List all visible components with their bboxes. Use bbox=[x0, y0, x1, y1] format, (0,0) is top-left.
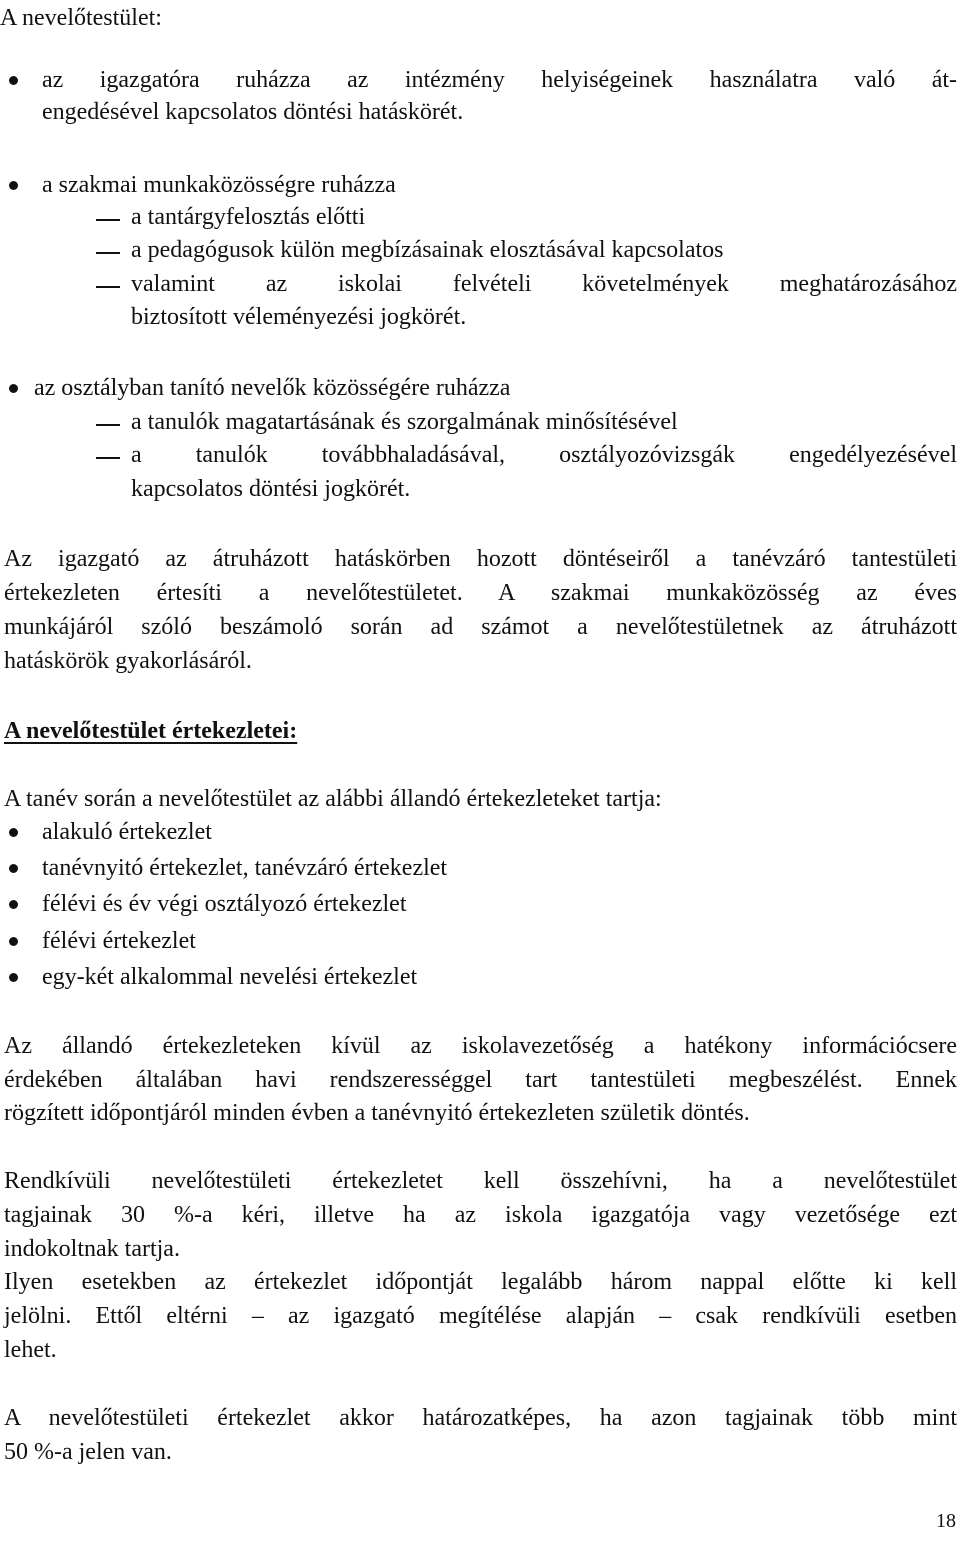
para2-line1: Az állandó értekezleteken kívül az iskolavezetőség a hatékony információcsere bbox=[4, 1033, 957, 1059]
page-number: 18 bbox=[936, 1510, 956, 1532]
dash-marker bbox=[96, 457, 120, 459]
para3-line1: Rendkívüli nevelőtestületi értekezletet kell összehívni, ha a nevelőtestület bbox=[4, 1168, 957, 1194]
para3-line4: Ilyen esetekben az értekezlet időpontját legalább három nappal előtte ki kell bbox=[4, 1269, 957, 1295]
bullet2-dash3-line1: valamint az iskolai felvételi követelmények meghatározásához bbox=[131, 271, 957, 297]
meeting-item: félévi értekezlet bbox=[42, 928, 196, 954]
bullet-marker bbox=[9, 181, 18, 190]
meeting-item: félévi és év végi osztályozó értekezlet bbox=[42, 891, 407, 917]
bullet-marker bbox=[9, 76, 18, 85]
meeting-item: egy-két alkalommal nevelési értekezlet bbox=[42, 964, 418, 990]
bullet2-dash2: a pedagógusok külön megbízásainak elosztásával kapcsolatos bbox=[131, 237, 724, 263]
para4-line2: 50 %-a jelen van. bbox=[4, 1439, 172, 1465]
bullet1-line2: engedésével kapcsolatos döntési hatáskörét. bbox=[42, 99, 464, 125]
bullet-marker bbox=[9, 973, 18, 982]
dash-marker bbox=[96, 286, 120, 288]
para3-line5: jelölni. Ettől eltérni – az igazgató megítélése alapján – csak rendkívüli esetben bbox=[4, 1303, 957, 1329]
bullet2-lead: a szakmai munkaközösségre ruházza bbox=[42, 172, 396, 198]
para2-line3: rögzített időpontjáról minden évben a tanévnyitó értekezleten születik döntés. bbox=[4, 1100, 750, 1126]
bullet2-dash1: a tantárgyfelosztás előtti bbox=[131, 204, 366, 230]
bullet3-dash2-line2: kapcsolatos döntési jogkörét. bbox=[131, 476, 411, 502]
para3-line6: lehet. bbox=[4, 1337, 57, 1363]
bullet-marker bbox=[9, 937, 18, 946]
meeting-item: alakuló értekezlet bbox=[42, 819, 212, 845]
bullet1-line1: az igazgatóra ruházza az intézmény helyiségeinek használatra való át- bbox=[42, 67, 957, 93]
meeting-item: tanévnyitó értekezlet, tanévzáró értekezlet bbox=[42, 855, 448, 881]
dash-marker bbox=[96, 219, 120, 221]
para3-line2: tagjainak 30 %-a kéri, illetve ha az iskola igazgatója vagy vezetősége ezt bbox=[4, 1202, 957, 1228]
bullet-marker bbox=[9, 864, 18, 873]
section-heading: A nevelőtestület értekezletei: bbox=[4, 718, 298, 744]
bullet-marker bbox=[9, 384, 18, 393]
para4-line1: A nevelőtestületi értekezlet akkor határozatképes, ha azon tagjainak több mint bbox=[4, 1405, 957, 1431]
para1-line3: munkájáról szóló beszámoló során ad számot a nevelőtestületnek az átruházott bbox=[4, 614, 957, 640]
bullet2-dash3-line2: biztosított véleményezési jogkörét. bbox=[131, 304, 467, 330]
bullet3-dash2-line1: a tanulók továbbhaladásával, osztályozóvizsgák engedélyezésével bbox=[131, 442, 957, 468]
bullet3-lead: az osztályban tanító nevelők közösségére ruházza bbox=[34, 375, 511, 401]
dash-marker bbox=[96, 424, 120, 426]
para1-line2: értekezleten értesíti a nevelőtestületet. A szakmai munkaközösség az éves bbox=[4, 580, 957, 606]
dash-marker bbox=[96, 252, 120, 254]
para3-line3: indokoltnak tartja. bbox=[4, 1236, 180, 1262]
bullet3-dash1: a tanulók magatartásának és szorgalmának minősítésével bbox=[131, 409, 678, 435]
meetings-intro: A tanév során a nevelőtestület az alábbi állandó értekezleteket tartja: bbox=[4, 786, 662, 812]
para1-line1: Az igazgató az átruházott hatáskörben hozott döntéseiről a tanévzáró tantestületi bbox=[4, 546, 957, 572]
para2-line2: érdekében általában havi rendszerességgel tart tantestületi megbeszélést. Ennek bbox=[4, 1067, 957, 1093]
para1-line4: hatáskörök gyakorlásáról. bbox=[4, 648, 252, 674]
bullet-marker bbox=[9, 828, 18, 837]
intro-heading: A nevelőtestület: bbox=[0, 5, 162, 31]
bullet-marker bbox=[9, 900, 18, 909]
